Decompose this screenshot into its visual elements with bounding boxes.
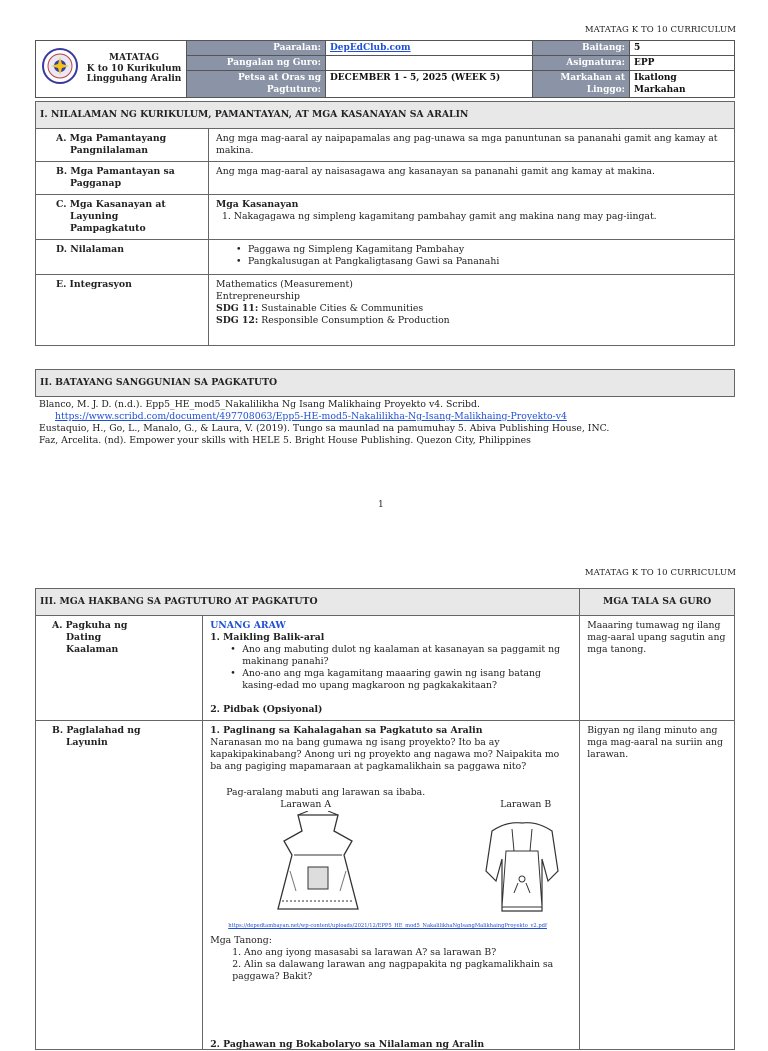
list-item: • Ano ang mabuting dulot ng kaalaman at kasanayan sa paggamit ng makinang panahi? — [230, 644, 572, 668]
section-3-title: III. MGA HAKBANG SA PAGTUTURO AT PAGKATUTO — [36, 589, 580, 616]
section-1-d-cell — [209, 240, 735, 275]
section-1-d-label: D. Nilalaman — [36, 240, 209, 275]
markahan-label: Markahan at Linggo: — [533, 71, 630, 98]
section-3-a-label: A. Pagkuha ng Dating Kaalaman — [36, 616, 203, 721]
section-2-table — [35, 369, 735, 397]
section-1-b-label: B. Mga Pamantayan sa Pagganap — [36, 162, 209, 195]
integration-entrepreneurship: Entrepreneurship — [216, 291, 300, 302]
tanong-1: 1. Ano ang iyong masasabi sa larawan A? sa larawan B? — [232, 947, 497, 958]
reference-1: Blanco, M. J. D. (n.d.). Epp5_HE_mod5_Nakalilikha Ng Isang Malikhaing Proyekto v4. Scribd. — [39, 399, 480, 410]
section-1-c-label: C. Mga Kasanayan at Layuning Pampagkatuto — [36, 195, 209, 240]
paaralan-label: Paaralan: — [187, 41, 326, 56]
paglinang-heading: 1. Paglinang sa Kahalagahan sa Pagkatuto sa Aralin — [210, 725, 483, 736]
section-3-b-note: Bigyan ng ilang minuto ang mga mag-aaral na suriin ang larawan. — [580, 721, 735, 1050]
larawan-instruction: Pag-aralang mabuti ang larawan sa ibaba. — [226, 787, 426, 798]
list-item: • Paggawa ng Simpleng Kagamitang Pambahay — [236, 244, 727, 256]
larawan-b-label: Larawan B — [500, 799, 552, 810]
header-table — [35, 40, 735, 98]
header-title-2: K to 10 Kurikulum — [86, 63, 182, 74]
balik-aral-heading: 1. Maikling Balik-aral — [210, 632, 325, 643]
image-source-link[interactable]: https://depedtambayan.net/wp-content/uploads/2021/12/EPP5_HE_mod5_NakalilikhaNgIsangMalikhaingProyekto_v2.pdf — [228, 923, 547, 929]
section-3-a-note: Maaaring tumawag ng ilang mag-aaral upang sagutin ang mga tanong. — [580, 616, 735, 721]
references — [35, 395, 743, 451]
section-1-a-text: Ang mga mag-aaral ay naipapamalas ang pag-unawa sa mga panuntunan sa pananahi gamit ang kamay at makina. — [209, 129, 735, 162]
section-1-a-label: A. Mga Pamantayang Pangnilalaman — [36, 129, 209, 162]
reference-1-link[interactable]: https://www.scribd.com/document/497708063/Epp5-HE-mod5-Nakalilikha-Ng-Isang-Malikhaing-Proyekto-v4 — [55, 411, 567, 422]
integration-math: Mathematics (Measurement) — [216, 279, 353, 290]
section-3-a-cell — [203, 616, 580, 721]
reference-2: Eustaquio, H., Go, L., Manalo, G., & Laura, V. (2019). Tungo sa maunlad na pamumuhay 5. Abiva Publishing House, INC. — [39, 423, 610, 434]
section-3-table — [35, 588, 735, 1050]
section-1-title: I. NILALAMAN NG KURIKULUM, PAMANTAYAN, AT MGA KASANAYAN SA ARALIN — [36, 102, 735, 129]
section-1-table — [35, 101, 735, 346]
list-item: • Pangkalusugan at Pangkaligtasang Gawi sa Pananahi — [236, 256, 727, 268]
reference-3: Faz, Arcelita. (nd). Empower your skills with HELE 5. Bright House Publishing. Quezon City, Philippines — [39, 435, 531, 446]
section-1-b-text: Ang mga mag-aaral ay naisasagawa ang kasanayan sa pananahi gamit ang kamay at makina. — [209, 162, 735, 195]
section-1-c-heading: Mga Kasanayan — [216, 199, 299, 210]
deped-seal-icon — [42, 48, 78, 84]
page-number: 1 — [378, 500, 384, 510]
section-1-e-label: E. Integrasyon — [36, 275, 209, 346]
header-logo-cell — [36, 41, 187, 98]
baitang-value: 5 — [630, 41, 735, 56]
apron-a-image — [268, 811, 368, 916]
pidbak-heading: 2. Pidbak (Opsiyonal) — [210, 704, 323, 715]
curriculum-tag: MATATAG K TO 10 CURRICULUM — [584, 25, 736, 35]
asignatura-label: Asignatura: — [533, 56, 630, 71]
header-title-1: MATATAG — [108, 53, 160, 63]
section-1-c-cell — [209, 195, 735, 240]
integration-sdg12: SDG 12: Responsible Consumption & Production — [216, 315, 450, 326]
guro-value — [326, 56, 533, 71]
unang-araw-heading: UNANG ARAW — [210, 620, 286, 631]
header-title-3: Lingguhang Aralin — [86, 74, 182, 84]
baitang-label: Baitang: — [533, 41, 630, 56]
petsa-label: Petsa at Oras ng Pagtuturo: — [187, 71, 326, 98]
section-1-c-item: 1. Nakagagawa ng simpleng kagamitang pambahay gamit ang makina nang may pag-iingat. — [222, 211, 657, 222]
tanong-2: 2. Alin sa dalawang larawan ang nagpapakita ng pagkamalikhain sa paggawa? Bakit? — [232, 959, 554, 982]
apron-b-image — [462, 811, 582, 916]
petsa-value: DECEMBER 1 - 5, 2025 (WEEK 5) — [326, 71, 533, 98]
tanong-heading: Mga Tanong: — [210, 935, 272, 946]
section-1-e-cell — [209, 275, 735, 346]
bokabolaryo-heading: 2. Paghawan ng Bokabolaryo sa Nilalaman ng Aralin — [210, 1039, 485, 1050]
paglinang-text: Naranasan mo na bang gumawa ng isang proyekto? Ito ba ay kapakipakinabang? Anong uri ng proyekto ang nagawa mo? Naipakita mo ba ang pagiging mapamaraan at pagkamalikhain sa paggawa nito? — [210, 737, 560, 772]
integration-sdg11: SDG 11: Sustainable Cities & Communities — [216, 303, 424, 314]
list-item: • Ano-ano ang mga kagamitang maaaring gawin ng isang batang kasing-edad mo upang magkaroon ng pagkakakitaan? — [230, 668, 572, 692]
section-3-b-cell — [203, 721, 580, 1050]
section-3-b-label: B. Paglalahad ng Layunin — [36, 721, 203, 1050]
guro-label: Pangalan ng Guro: — [187, 56, 326, 71]
larawan-a-label: Larawan A — [280, 799, 332, 810]
notes-title: MGA TALA SA GURO — [580, 589, 735, 616]
asignatura-value: EPP — [630, 56, 735, 71]
curriculum-tag-2: MATATAG K TO 10 CURRICULUM — [584, 568, 736, 578]
paaralan-link[interactable]: DepEdClub.com — [330, 43, 411, 53]
markahan-value: Ikatlong Markahan — [630, 71, 735, 98]
section-2-title: II. BATAYANG SANGGUNIAN SA PAGKATUTO — [36, 370, 735, 397]
